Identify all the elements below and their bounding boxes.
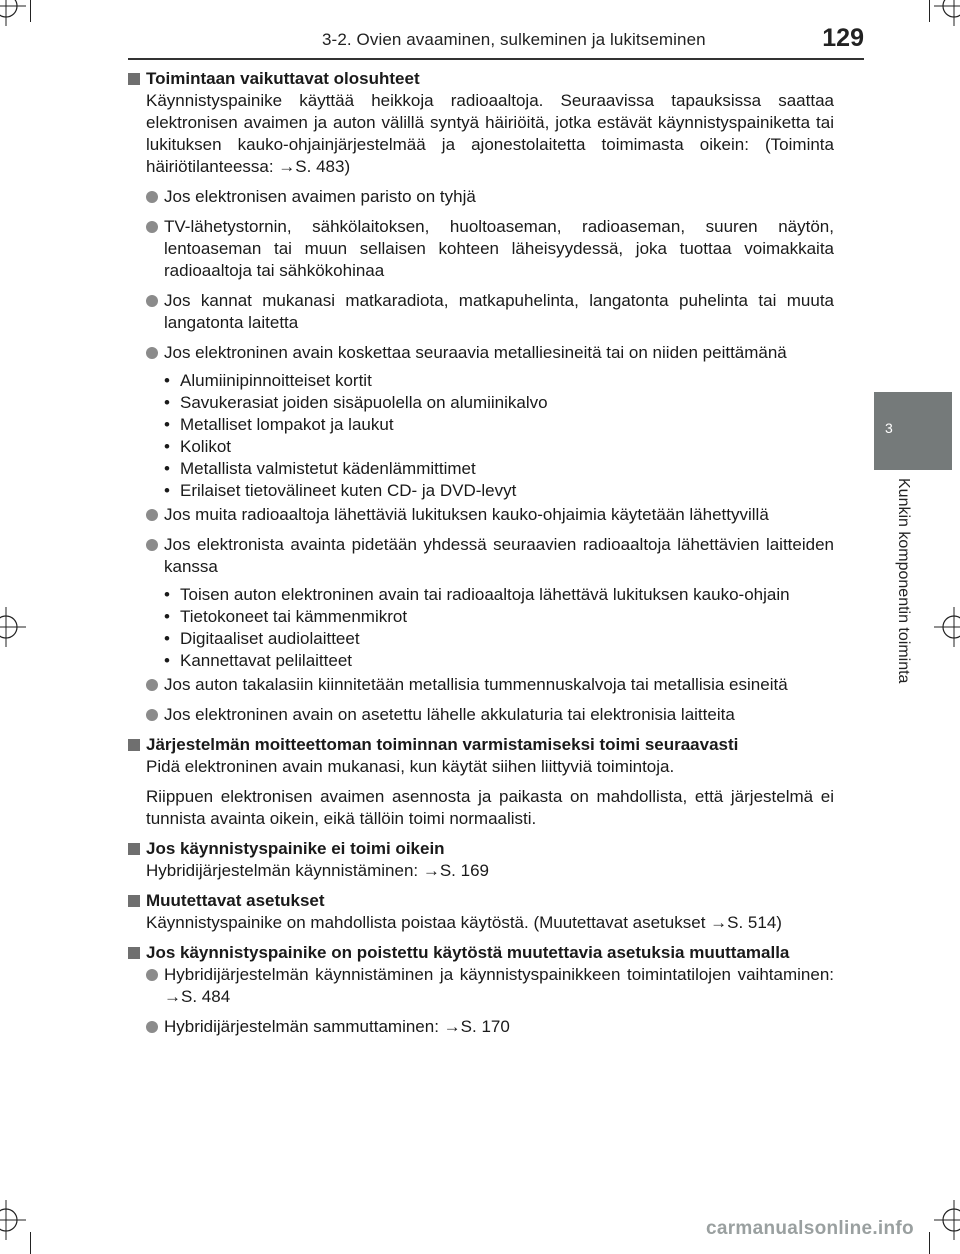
list-item xyxy=(124,704,834,726)
sub-list-item xyxy=(164,414,834,436)
list-item-text: Jos kannat mukanasi matkaradiota, matkapuhelinta, langatonta puhelinta tai muuta langatonta laitetta xyxy=(164,291,834,332)
round-bullet-icon xyxy=(146,679,158,691)
section-heading xyxy=(124,734,834,756)
sub-list-item xyxy=(164,584,834,606)
square-bullet-icon xyxy=(128,947,140,959)
list-item-text: TV-lähetystornin, sähkölaitoksen, huoltoaseman, radioaseman, suuren näytön, lentoaseman tai muun sellaisen kohteen läheisyydessä, joka tuottaa voimakkaita radioaaltoja tai sähkökohinaa xyxy=(164,217,834,280)
paragraph: Käynnistyspainike on mahdollista poistaa käytöstä. (Muutettavat asetukset →S. 514) xyxy=(146,913,782,932)
section-heading xyxy=(124,942,834,964)
section-header: 3-2. Ovien avaaminen, sulkeminen ja lukitseminen xyxy=(322,30,706,49)
paragraph: Hybridijärjestelmän käynnistäminen: →S. 169 xyxy=(146,861,489,880)
section xyxy=(124,890,834,934)
sub-list-item-text: Kolikot xyxy=(180,437,232,456)
sub-list-item-text: Toisen auton elektroninen avain tai radioaaltoja lähettävä lukituksen kauko-ohjain xyxy=(180,585,790,604)
section-heading-text: Järjestelmän moitteettoman toiminnan varmistamiseksi toimi seuraavasti xyxy=(146,735,739,754)
list-item-text: Hybridijärjestelmän käynnistäminen ja käynnistyspainikkeen toimintatilojen vaihtaminen: →S. 484 xyxy=(164,965,834,1006)
list-item-text: Jos elektronisen avaimen paristo on tyhjä xyxy=(164,187,476,206)
round-bullet-icon xyxy=(146,509,158,521)
list-item-text: Jos elektronista avainta pidetään yhdessä seuraavien radioaaltoja lähettävien laitteiden kanssa xyxy=(164,535,834,576)
list-item xyxy=(124,216,834,282)
section-heading xyxy=(124,838,834,860)
list-item-text: Jos elektroninen avain on asetettu lähelle akkulaturia tai elektronisia laitteita xyxy=(164,705,735,724)
section-heading xyxy=(124,68,834,90)
sub-list-item xyxy=(164,650,834,672)
square-bullet-icon xyxy=(128,895,140,907)
chapter-title: Kunkin komponentin toiminta xyxy=(895,478,912,684)
paragraph: Riippuen elektronisen avaimen asennosta ja paikasta on mahdollista, että järjestelmä ei tunnista avainta oikein, eikä tällöin toimi normaalisti. xyxy=(146,787,834,828)
sub-list-item xyxy=(164,606,834,628)
square-bullet-icon xyxy=(128,739,140,751)
list-item xyxy=(124,1016,834,1038)
registration-mark-top-right xyxy=(934,0,960,26)
sub-list-item-text: Erilaiset tietovälineet kuten CD- ja DVD-levyt xyxy=(180,481,517,500)
page-number: 129 xyxy=(822,24,864,52)
sub-list-item-text: Tietokoneet tai kämmenmikrot xyxy=(180,607,408,626)
sub-list xyxy=(124,370,834,502)
trim-line xyxy=(30,0,31,22)
list-item xyxy=(124,674,834,696)
bullet-icon: • xyxy=(164,481,170,500)
sub-list-item-text: Digitaaliset audiolaitteet xyxy=(180,629,360,648)
round-bullet-icon xyxy=(146,539,158,551)
registration-mark-mid-right xyxy=(934,607,960,647)
bullet-icon: • xyxy=(164,393,170,412)
sub-list-item xyxy=(164,480,834,502)
list-item-text: Jos muita radioaaltoja lähettäviä lukituksen kauko-ohjaimia käytetään lähettyvillä xyxy=(164,505,769,524)
paragraph: Käynnistyspainike käyttää heikkoja radioaaltoja. Seuraavissa tapauksissa saattaa elektronisen avaimen ja auton välillä syntyä häiriöitä, jotka estävät käynnistyspainiketta tai lukituksen kauko-ohjainjärjestelmää ja ajonestolaitetta toimimasta oikein: (Toiminta häiriötilanteessa: →S. 483) xyxy=(146,91,834,176)
square-bullet-icon xyxy=(128,843,140,855)
sub-list-item xyxy=(164,370,834,392)
section xyxy=(124,942,834,1038)
list-item-text: Hybridijärjestelmän sammuttaminen: →S. 170 xyxy=(164,1017,510,1036)
section xyxy=(124,68,834,726)
section-heading-text: Toimintaan vaikuttavat olosuhteet xyxy=(146,69,420,88)
bullet-icon: • xyxy=(164,629,170,648)
registration-mark-top-left xyxy=(0,0,26,26)
round-bullet-icon xyxy=(146,969,158,981)
bullet-icon: • xyxy=(164,585,170,604)
chapter-number: 3 xyxy=(885,420,893,436)
section-heading-text: Jos käynnistyspainike on poistettu käytöstä muutettavia asetuksia muuttamalla xyxy=(146,943,790,962)
list-item xyxy=(124,964,834,1008)
page-body xyxy=(124,68,834,1046)
sub-list-item xyxy=(164,436,834,458)
section-heading-text: Muutettavat asetukset xyxy=(146,891,325,910)
list-item-text: Jos elektroninen avain koskettaa seuraavia metalliesineitä tai on niiden peittämänä xyxy=(164,343,787,362)
round-bullet-icon xyxy=(146,347,158,359)
round-bullet-icon xyxy=(146,1021,158,1033)
sub-list-item-text: Alumiinipinnoitteiset kortit xyxy=(180,371,372,390)
list-item xyxy=(124,504,834,526)
trim-line xyxy=(30,1232,31,1254)
round-bullet-icon xyxy=(146,709,158,721)
sub-list-item-text: Kannettavat pelilaitteet xyxy=(180,651,353,670)
list-item xyxy=(124,186,834,208)
bullet-icon: • xyxy=(164,415,170,434)
sub-list-item xyxy=(164,458,834,480)
list-item xyxy=(124,290,834,334)
list-item xyxy=(124,534,834,578)
section-heading xyxy=(124,890,834,912)
trim-line xyxy=(929,0,930,22)
round-bullet-icon xyxy=(146,295,158,307)
registration-mark-bottom-left xyxy=(0,1200,26,1240)
sub-list-item-text: Metallista valmistetut kädenlämmittimet xyxy=(180,459,476,478)
sub-list-item-text: Metalliset lompakot ja laukut xyxy=(180,415,394,434)
paragraph: Pidä elektroninen avain mukanasi, kun käytät siihen liittyviä toimintoja. xyxy=(146,757,675,776)
trim-line xyxy=(929,1232,930,1254)
list-item xyxy=(124,342,834,364)
section-heading-text: Jos käynnistyspainike ei toimi oikein xyxy=(146,839,445,858)
header-rule xyxy=(128,58,864,60)
registration-mark-bottom-right xyxy=(934,1200,960,1240)
list-item-text: Jos auton takalasiin kiinnitetään metallisia tummennuskalvoja tai metallisia esineitä xyxy=(164,675,788,694)
sub-list-item xyxy=(164,628,834,650)
section xyxy=(124,838,834,882)
round-bullet-icon xyxy=(146,191,158,203)
registration-mark-mid-left xyxy=(0,607,26,647)
bullet-icon: • xyxy=(164,651,170,670)
watermark: carmanualsonline.info xyxy=(706,1218,914,1239)
sub-list xyxy=(124,584,834,672)
sub-list-item xyxy=(164,392,834,414)
bullet-icon: • xyxy=(164,371,170,390)
bullet-icon: • xyxy=(164,437,170,456)
bullet-icon: • xyxy=(164,459,170,478)
bullet-icon: • xyxy=(164,607,170,626)
round-bullet-icon xyxy=(146,221,158,233)
square-bullet-icon xyxy=(128,73,140,85)
sub-list-item-text: Savukerasiat joiden sisäpuolella on alumiinikalvo xyxy=(180,393,548,412)
section xyxy=(124,734,834,830)
